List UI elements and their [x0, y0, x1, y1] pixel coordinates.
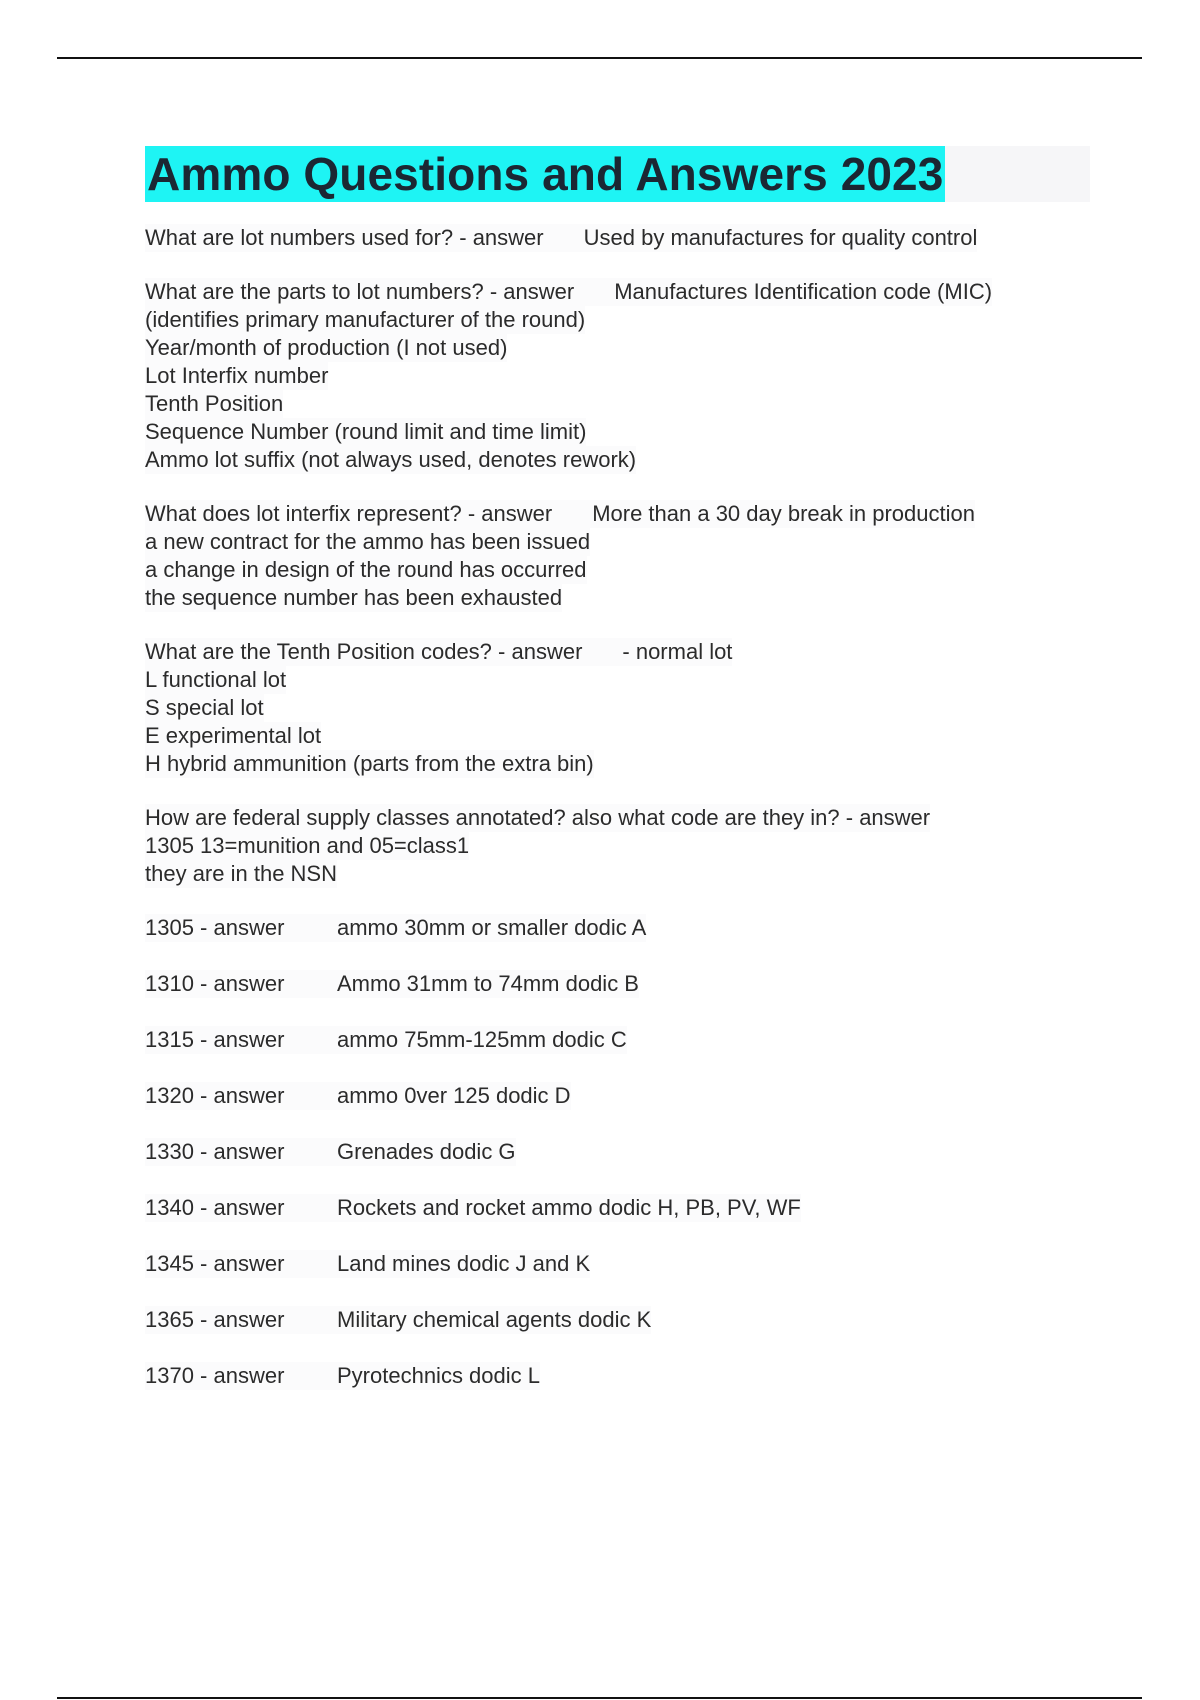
- answer-text: Manufactures Identification code (MIC): [614, 279, 993, 304]
- code-item: [145, 970, 1090, 998]
- code-question: 1310 - answer: [145, 971, 285, 996]
- document-title: Ammo Questions and Answers 2023: [147, 148, 944, 200]
- qa-first-line: [145, 278, 992, 306]
- qa-item: [145, 500, 1090, 612]
- answer-line: L functional lot: [145, 667, 287, 692]
- answer-line: Sequence Number (round limit and time limit): [145, 419, 587, 444]
- answer-line: (identifies primary manufacturer of the round): [145, 307, 586, 332]
- code-question: 1365 - answer: [145, 1307, 285, 1332]
- code-answer: Land mines dodic J and K: [337, 1251, 591, 1276]
- answer-line: H hybrid ammunition (parts from the extra bin): [145, 751, 594, 776]
- qa-first-line: [145, 224, 977, 252]
- question-text: What are the parts to lot numbers? - answer: [145, 279, 575, 304]
- code-item: [145, 1026, 1090, 1054]
- qa-item: [145, 804, 1090, 888]
- code-question: 1370 - answer: [145, 1363, 285, 1388]
- answer-text: Used by manufactures for quality control: [583, 225, 978, 250]
- answer-line: Ammo lot suffix (not always used, denotes rework): [145, 447, 637, 472]
- answer-line: Year/month of production (I not used): [145, 335, 508, 360]
- answer-line: a change in design of the round has occurred: [145, 557, 587, 582]
- code-item: [145, 1194, 1090, 1222]
- qa-item: [145, 278, 1090, 474]
- question-text: How are federal supply classes annotated? also what code are they in? - answer: [145, 805, 931, 830]
- title-band: [145, 146, 1090, 202]
- code-answer: ammo 30mm or smaller dodic A: [337, 915, 647, 940]
- code-question: 1320 - answer: [145, 1083, 285, 1108]
- question-text: What are lot numbers used for? - answer: [145, 225, 544, 250]
- code-answer: Pyrotechnics dodic L: [337, 1363, 540, 1388]
- code-question: 1315 - answer: [145, 1027, 285, 1052]
- code-item: [145, 914, 1090, 942]
- qa-first-line: [145, 500, 975, 528]
- question-text: What does lot interfix represent? - answer: [145, 501, 553, 526]
- code-question: 1330 - answer: [145, 1139, 285, 1164]
- answer-line: they are in the NSN: [145, 861, 337, 886]
- code-item: [145, 1138, 1090, 1166]
- qa-item: [145, 638, 1090, 778]
- answer-text: - normal lot: [622, 639, 733, 664]
- code-item: [145, 1250, 1090, 1278]
- footer-rule: [57, 1697, 1142, 1699]
- document-body: [145, 146, 1090, 1418]
- answer-line: S special lot: [145, 695, 264, 720]
- answer-line: Lot Interfix number: [145, 363, 329, 388]
- code-answer: ammo 75mm-125mm dodic C: [337, 1027, 627, 1052]
- code-item: [145, 1362, 1090, 1390]
- code-question: 1305 - answer: [145, 915, 285, 940]
- question-text: What are the Tenth Position codes? - answer: [145, 639, 583, 664]
- code-answer: Military chemical agents dodic K: [337, 1307, 652, 1332]
- code-item: [145, 1306, 1090, 1334]
- answer-line: a new contract for the ammo has been issued: [145, 529, 591, 554]
- qa-item: [145, 224, 1090, 252]
- code-answer: Rockets and rocket ammo dodic H, PB, PV, WF: [337, 1195, 801, 1220]
- code-answer: Ammo 31mm to 74mm dodic B: [337, 971, 639, 996]
- qa-first-line: [145, 638, 732, 666]
- answer-line: Tenth Position: [145, 391, 284, 416]
- code-item: [145, 1082, 1090, 1110]
- header-rule: [57, 57, 1142, 59]
- code-answer: ammo 0ver 125 dodic D: [337, 1083, 571, 1108]
- code-question: 1340 - answer: [145, 1195, 285, 1220]
- code-question: 1345 - answer: [145, 1251, 285, 1276]
- answer-line: the sequence number has been exhausted: [145, 585, 563, 610]
- answer-line: E experimental lot: [145, 723, 322, 748]
- code-answer: Grenades dodic G: [337, 1139, 516, 1164]
- answer-line: 1305 13=munition and 05=class1: [145, 833, 470, 858]
- answer-text: More than a 30 day break in production: [592, 501, 975, 526]
